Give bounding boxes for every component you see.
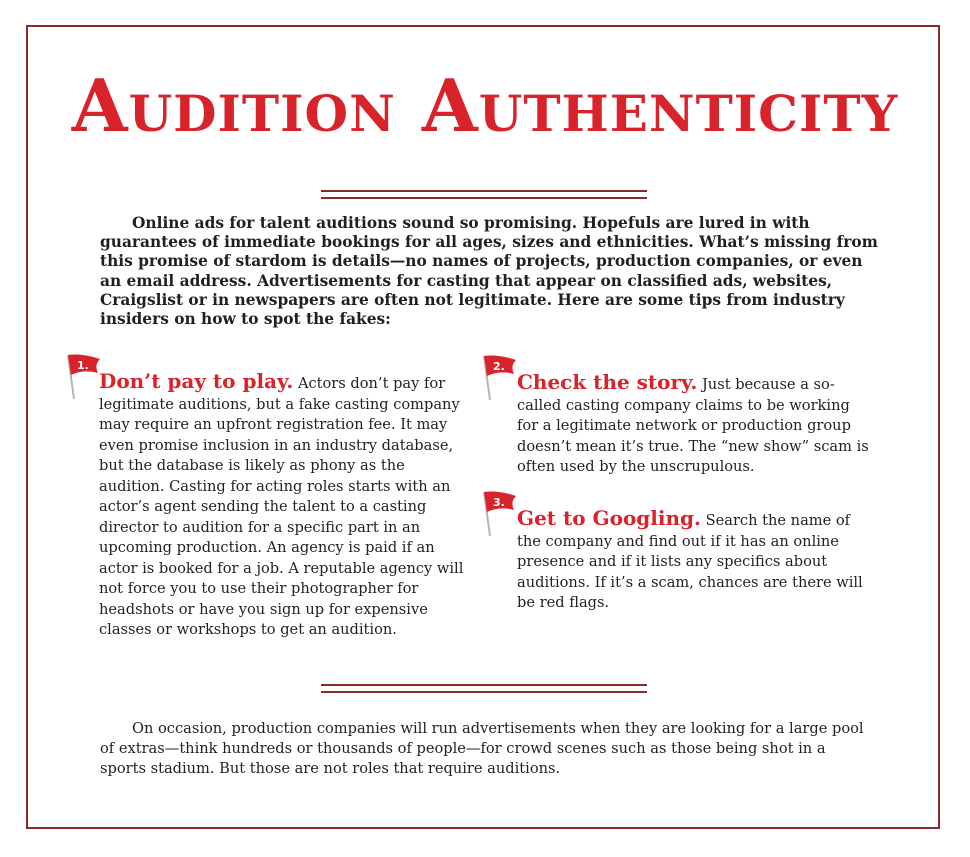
tip-2-body: Just because a so-called casting company claims to be working for a legitimate network or production group doesn’t mean it’s true. The “new show” scam is often used by the unscrupulous. [517, 376, 869, 475]
intro-paragraph [100, 214, 878, 329]
flag-icon [480, 488, 520, 538]
tip-number-1: 1. [77, 359, 89, 372]
closing-paragraph [100, 719, 870, 779]
footer-divider [321, 684, 647, 693]
tip-1-body: Actors don’t pay for legitimate auditions, but a fake casting company may require an upfront registration fee. It may even promise inclusion in an industry database, but the database is likely as phony as the audition. Casting for acting roles starts with an actor’s agent sending the talent to a casting director to audition for a specific part in an upcoming production. An agency is paid if an actor is booked for a job. A reputable agency will not force you to use their photographer for headshots or have you sign up for expensive classes or workshops to get an audition. [99, 375, 464, 638]
tip-1 [99, 371, 469, 641]
closing-text: On occasion, production companies will run advertisements when they are looking for a large pool of extras—think hundreds or thousands of people—for crowd scenes such as those being shot in a sports stadium. But those are not roles that require auditions. [100, 720, 864, 777]
flag-icon [480, 352, 520, 402]
tip-3-heading: Get to Googling. [517, 506, 701, 530]
tip-2-heading: Check the story. [517, 370, 698, 394]
flag-icon [64, 351, 104, 401]
tip-3-body: Search the name of the company and find out if it has an online presence and if it lists any specifics about auditions. If it’s a scam, chances are there will be red flags. [517, 512, 863, 611]
tip-2 [517, 372, 873, 478]
page-title: Audition Authenticity [71, 63, 899, 148]
intro-text: Online ads for talent auditions sound so promising. Hopefuls are lured in with guarantees of immediate bookings for all ages, sizes and ethnicities. What’s missing from this promise of stardom is details—no names of projects, production companies, or even an email address. Advertisements for casting that appear on classified ads, websites, Craigslist or in newspapers are often not legitimate. Here are some tips from industry insiders on how to spot the fakes: [100, 214, 878, 329]
tip-number-3: 3. [493, 496, 505, 509]
tip-1-heading: Don’t pay to play. [99, 369, 294, 393]
title-divider [321, 190, 647, 199]
tip-3 [517, 508, 869, 614]
tip-number-2: 2. [493, 360, 505, 373]
